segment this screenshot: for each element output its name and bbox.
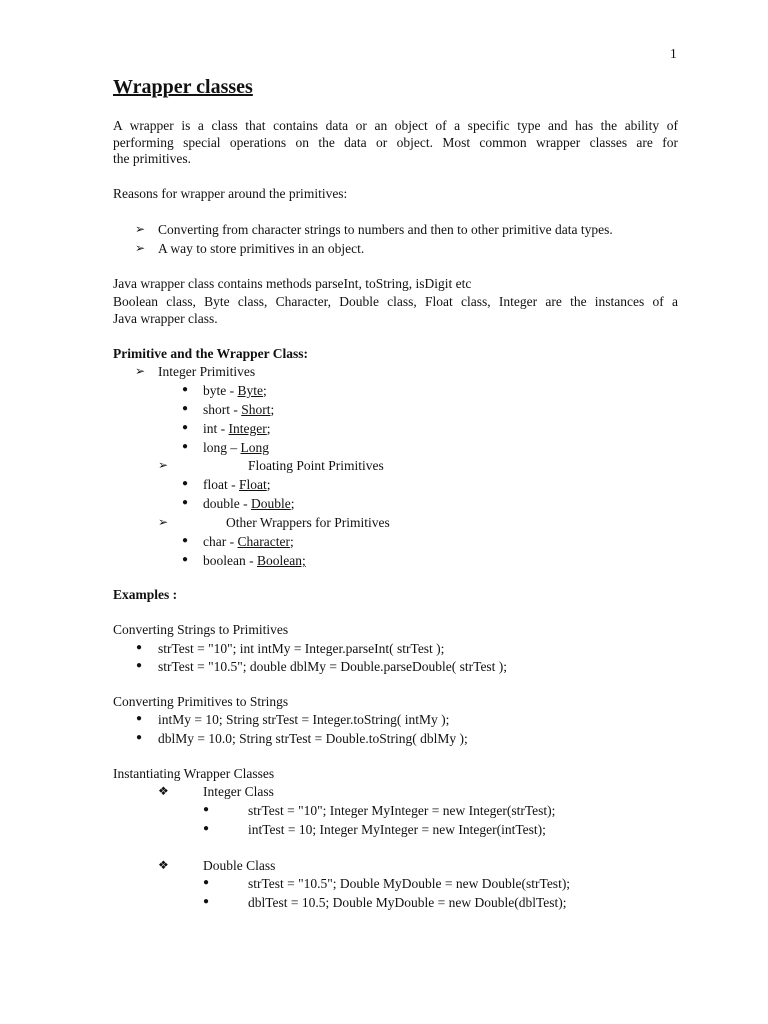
diamond-bullet-icon: ❖ (158, 784, 169, 798)
wrapper-name: Character (237, 534, 290, 549)
dot-bullet-icon: ● (182, 441, 189, 452)
primitive-item (203, 440, 269, 456)
dot-bullet-icon: ● (136, 713, 143, 724)
wrapper-name: Byte (237, 383, 263, 398)
primitive-name: float - (203, 477, 239, 492)
wrapper-name: Short (241, 402, 271, 417)
wrapper-name: Float (239, 477, 267, 492)
code-example: strTest = "10"; Integer MyInteger = new Integer(strTest); (248, 803, 556, 818)
item-end: ; (289, 534, 294, 549)
item-end: ; (290, 496, 295, 511)
primitive-item (203, 383, 267, 399)
primitive-name: long – (203, 440, 241, 455)
wrapper-name: Long (240, 440, 270, 455)
code-example: dblMy = 10.0; String strTest = Double.toString( dblMy ); (158, 731, 468, 746)
group-label: Integer Primitives (158, 364, 256, 379)
arrow-bullet-icon: ➢ (158, 458, 169, 472)
dot-bullet-icon: ● (182, 535, 189, 546)
intro-line-2: performing special operations on the data or object. Most common wrapper classes are for (113, 135, 678, 150)
arrow-bullet-icon: ➢ (158, 515, 169, 529)
arrow-bullet-icon: ➢ (135, 364, 146, 378)
item-end: ; (266, 421, 271, 436)
code-example: dblTest = 10.5; Double MyDouble = new Double(dblTest); (248, 895, 567, 910)
code-example: intTest = 10; Integer MyInteger = new Integer(intTest); (248, 822, 546, 837)
code-example: strTest = "10"; int intMy = Integer.parseInt( strTest ); (158, 641, 445, 656)
dot-bullet-icon: ● (182, 554, 189, 565)
class-label: Double Class (203, 858, 276, 873)
wrapper-name: Double (251, 496, 291, 511)
dot-bullet-icon: ● (136, 732, 143, 743)
primitive-name: char - (203, 534, 238, 549)
group-label: Other Wrappers for Primitives (226, 515, 390, 530)
dot-bullet-icon: ● (182, 403, 189, 414)
primitive-name: boolean - (203, 553, 257, 568)
primitive-name: double - (203, 496, 251, 511)
dot-bullet-icon: ● (136, 642, 143, 653)
primitive-section-heading: Primitive and the Wrapper Class: (113, 346, 308, 361)
class-label: Integer Class (203, 784, 274, 799)
instances-line-2: Java wrapper class. (113, 311, 218, 326)
code-example: strTest = "10.5"; double dblMy = Double.parseDouble( strTest ); (158, 659, 508, 674)
primitive-item (203, 496, 295, 512)
examples-heading: Examples : (113, 587, 178, 602)
instantiating-heading: Instantiating Wrapper Classes (113, 766, 275, 781)
code-example: intMy = 10; String strTest = Integer.toString( intMy ); (158, 712, 450, 727)
primitive-name: int - (203, 421, 229, 436)
dot-bullet-icon: ● (203, 877, 210, 888)
page-title: Wrapper classes (113, 76, 253, 98)
intro-line-1: A wrapper is a class that contains data or an object of a specific type and has the ability of (113, 118, 678, 133)
dot-bullet-icon: ● (203, 804, 210, 815)
dot-bullet-icon: ● (203, 823, 210, 834)
reasons-heading: Reasons for wrapper around the primitives: (113, 186, 348, 201)
primitive-name: short - (203, 402, 242, 417)
primitive-item (203, 421, 271, 437)
dot-bullet-icon: ● (136, 660, 143, 671)
diamond-bullet-icon: ❖ (158, 858, 169, 872)
dot-bullet-icon: ● (182, 422, 189, 433)
arrow-bullet-icon: ➢ (135, 241, 146, 255)
primitive-name: byte - (203, 383, 238, 398)
dot-bullet-icon: ● (203, 896, 210, 907)
arrow-bullet-icon: ➢ (135, 222, 146, 236)
primitive-item (203, 534, 294, 550)
primitive-item (203, 477, 271, 493)
item-end: ; (263, 383, 267, 398)
dot-bullet-icon: ● (182, 478, 189, 489)
instances-line-1: Boolean class, Byte class, Character, Double class, Float class, Integer are the instances of a (113, 294, 678, 309)
page-number: 1 (670, 46, 677, 61)
dot-bullet-icon: ● (182, 384, 189, 395)
reason-item: Converting from character strings to numbers and then to other primitive data types. (158, 222, 613, 237)
methods-line: Java wrapper class contains methods parseInt, toString, isDigit etc (113, 276, 472, 291)
item-end: ; (270, 402, 275, 417)
wrapper-name: Boolean; (256, 553, 306, 568)
code-example: strTest = "10.5"; Double MyDouble = new Double(strTest); (248, 876, 571, 891)
primitive-item (203, 553, 306, 569)
reason-item: A way to store primitives in an object. (158, 241, 365, 256)
intro-line-3: the primitives. (113, 151, 191, 166)
str-to-prim-heading: Converting Strings to Primitives (113, 622, 289, 637)
primitive-item (203, 402, 274, 418)
group-label: Floating Point Primitives (248, 458, 384, 473)
item-end: ; (266, 477, 271, 492)
dot-bullet-icon: ● (182, 497, 189, 508)
prim-to-str-heading: Converting Primitives to Strings (113, 694, 289, 709)
wrapper-name: Integer (228, 421, 267, 436)
